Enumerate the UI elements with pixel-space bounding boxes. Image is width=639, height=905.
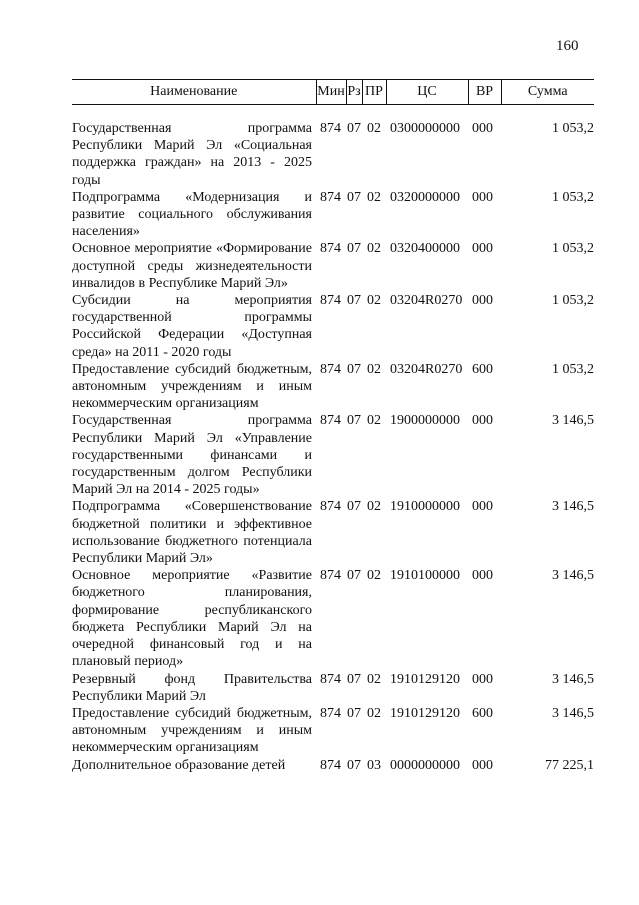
cell-rz: 07 (347, 757, 361, 773)
cell-min: 874 (320, 705, 341, 721)
cell-vr: 000 (472, 413, 493, 429)
table-row (72, 757, 594, 774)
table-row (72, 240, 594, 292)
table-row (72, 292, 594, 361)
table-row (72, 705, 594, 757)
cell-cs: 1910100000 (390, 568, 460, 584)
cell-pr: 02 (367, 413, 381, 429)
cell-name: Основное мероприятие «Формирование доступной среды жизнедеятельности инвалидов в Республике Марий Эл» (72, 241, 312, 291)
cell-min: 874 (320, 568, 341, 584)
cell-pr: 02 (367, 671, 381, 687)
table-row (72, 567, 594, 670)
table-row (72, 361, 594, 413)
header-spacer (72, 105, 594, 121)
cell-cs: 0320000000 (390, 189, 460, 205)
cell-vr: 000 (472, 568, 493, 584)
cell-vr: 000 (472, 671, 493, 687)
cell-cs: 1910000000 (390, 499, 460, 515)
cell-cs: 0000000000 (390, 757, 460, 773)
cell-min: 874 (320, 499, 341, 515)
cell-min: 874 (320, 757, 341, 773)
cell-rz: 07 (347, 361, 361, 377)
cell-pr: 02 (367, 189, 381, 205)
cell-rz: 07 (347, 413, 361, 429)
cell-name: Государственная программа Республики Марий Эл «Управление государственными финансами и государственным долгом Республики Марий Эл на 2014 - 2025 годы» (72, 413, 312, 498)
cell-cs: 1900000000 (390, 413, 460, 429)
cell-pr: 02 (367, 241, 381, 257)
table-row (72, 671, 594, 705)
header-sum: Сумма (501, 80, 594, 105)
table-row (72, 498, 594, 567)
cell-sum: 77 225,1 (545, 757, 594, 773)
cell-vr: 000 (472, 241, 493, 257)
cell-sum: 3 146,5 (552, 568, 594, 584)
cell-sum: 1 053,2 (552, 241, 594, 257)
cell-cs: 1910129120 (390, 671, 460, 687)
cell-sum: 1 053,2 (552, 361, 594, 377)
cell-min: 874 (320, 361, 341, 377)
cell-vr: 000 (472, 499, 493, 515)
page-number: 160 (556, 38, 579, 54)
header-vr: ВР (468, 80, 501, 105)
cell-name: Государственная программа Республики Марий Эл «Социальная поддержка граждан» на 2013 - 2025 годы (72, 121, 312, 188)
cell-name: Дополнительное образование детей (72, 757, 286, 773)
cell-sum: 1 053,2 (552, 121, 594, 136)
cell-name: Субсидии на мероприятия государственной программы Российской Федерации «Доступная среда» на 2011 - 2020 годы (72, 293, 312, 360)
cell-pr: 02 (367, 568, 381, 584)
cell-cs: 0320400000 (390, 241, 460, 257)
cell-min: 874 (320, 413, 341, 429)
cell-cs: 0300000000 (390, 121, 460, 136)
cell-sum: 1 053,2 (552, 293, 594, 309)
cell-min: 874 (320, 189, 341, 205)
table-header (72, 80, 594, 105)
cell-rz: 07 (347, 293, 361, 309)
header-name: Наименование (72, 80, 316, 105)
table-row (72, 120, 594, 189)
cell-pr: 02 (367, 705, 381, 721)
cell-cs: 03204R0270 (390, 293, 463, 309)
budget-table (72, 79, 594, 774)
cell-min: 874 (320, 293, 341, 309)
cell-pr: 02 (367, 361, 381, 377)
cell-pr: 02 (367, 499, 381, 515)
header-cs: ЦС (386, 80, 468, 105)
header-min: Мин (316, 80, 346, 105)
cell-rz: 07 (347, 705, 361, 721)
cell-sum: 3 146,5 (552, 413, 594, 429)
cell-sum: 3 146,5 (552, 705, 594, 721)
cell-pr: 02 (367, 121, 381, 136)
cell-vr: 000 (472, 293, 493, 309)
cell-rz: 07 (347, 121, 361, 136)
cell-pr: 02 (367, 293, 381, 309)
header-pr: ПР (362, 80, 386, 105)
cell-sum: 3 146,5 (552, 671, 594, 687)
cell-cs: 1910129120 (390, 705, 460, 721)
cell-name: Подпрограмма «Модернизация и развитие социального обслуживания населения» (72, 189, 312, 240)
cell-name: Предоставление субсидий бюджетным, автономным учреждениям и иным некоммерческим организациям (72, 361, 312, 412)
cell-rz: 07 (347, 671, 361, 687)
cell-name: Предоставление субсидий бюджетным, автономным учреждениям и иным некоммерческим организациям (72, 705, 312, 756)
cell-cs: 03204R0270 (390, 361, 463, 377)
cell-name: Резервный фонд Правительства Республики Марий Эл (72, 671, 312, 704)
cell-name: Подпрограмма «Совершенствование бюджетной политики и эффективное использование бюджетного потенциала Республики Марий Эл» (72, 499, 312, 567)
cell-pr: 03 (367, 757, 381, 773)
cell-rz: 07 (347, 241, 361, 257)
cell-vr: 600 (472, 705, 493, 721)
cell-min: 874 (320, 121, 341, 136)
cell-sum: 3 146,5 (552, 499, 594, 515)
table-row (72, 189, 594, 241)
cell-sum: 1 053,2 (552, 189, 594, 205)
table-body (72, 105, 594, 774)
cell-rz: 07 (347, 568, 361, 584)
cell-rz: 07 (347, 499, 361, 515)
cell-min: 874 (320, 241, 341, 257)
cell-vr: 000 (472, 757, 493, 773)
cell-name: Основное мероприятие «Развитие бюджетного планирования, формирование республиканского бюджета Республики Марий Эл на очередной финансовый год и на плановый период» (72, 568, 312, 670)
table-row (72, 412, 594, 498)
cell-min: 874 (320, 671, 341, 687)
header-rz: Рз (346, 80, 362, 105)
cell-rz: 07 (347, 189, 361, 205)
cell-vr: 000 (472, 189, 493, 205)
cell-vr: 000 (472, 121, 493, 136)
cell-vr: 600 (472, 361, 493, 377)
